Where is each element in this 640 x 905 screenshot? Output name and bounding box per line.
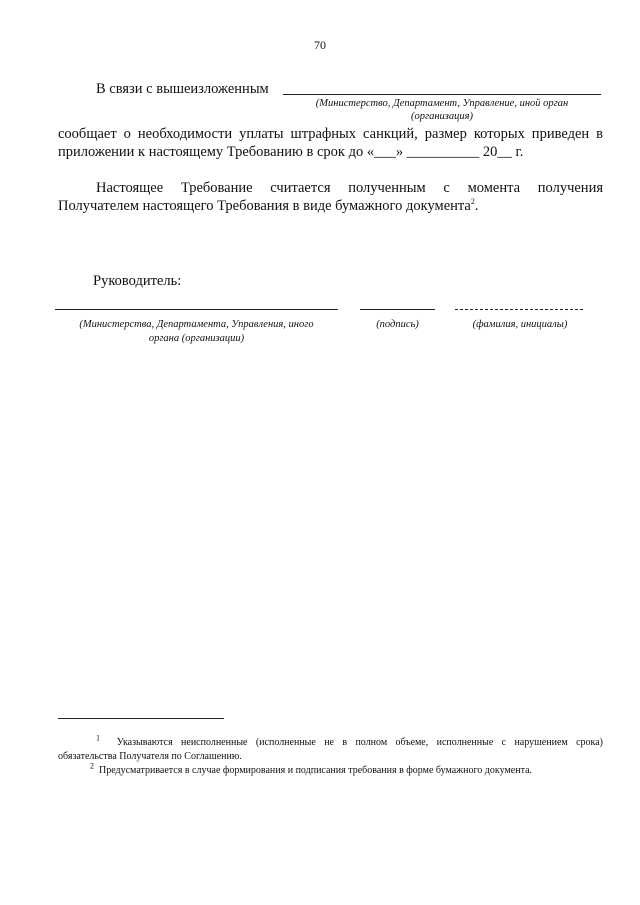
footnote-2-text: Предусматривается в случае формирования и подписания требования в форме бумажного документа. xyxy=(99,765,533,776)
footnote-1-line2: обязательства Получателя по Соглашению. xyxy=(58,751,242,762)
paragraph1-line2 xyxy=(58,143,603,161)
year-prefix: 20 xyxy=(479,144,498,160)
footnote-1-mark: 1 xyxy=(96,733,100,743)
paragraph2-line1: Настоящее Требование считается полученным с момента получения xyxy=(96,180,603,196)
day-blank: ___ xyxy=(374,144,396,160)
footnote-1-line1 xyxy=(96,733,604,750)
signature-line xyxy=(360,309,435,310)
paragraph2-line2-text: Получателем настоящего Требования в виде бумажного документа xyxy=(58,198,471,214)
paragraph1-line2-text: приложении к настоящему Требованию в срок до « xyxy=(58,144,375,160)
footnote-ref-2: 2 xyxy=(470,197,475,207)
name-caption: (фамилия, инициалы) xyxy=(472,319,568,330)
organization-note-line1: (Министерство, Департамент, Управление, иной орган xyxy=(315,98,569,109)
signature-heading: Руководитель: xyxy=(93,273,182,289)
year-blank: __ xyxy=(497,144,512,160)
organization-blank-line xyxy=(283,94,601,95)
paragraph2-line2 xyxy=(58,197,479,215)
organization-caption-line2: органа (организации) xyxy=(148,333,245,344)
paragraph1-line1: сообщает о необходимости уплаты штрафных санкций, размер которых приведен в xyxy=(58,126,603,142)
organization-caption-line1: (Министерства, Департамента, Управления, иного xyxy=(79,319,314,330)
intro-lead-text: В связи с вышеизложенным xyxy=(96,81,269,97)
page-number: 70 xyxy=(314,38,326,52)
signature-caption: (подпись) xyxy=(376,319,419,330)
footnote-2-mark: 2 xyxy=(90,761,94,771)
footnote-separator xyxy=(58,718,224,719)
paragraph2-line2-end: . xyxy=(474,198,479,214)
organization-note-line2: (организация) xyxy=(410,111,474,122)
footnote-1-text: Указываются неисполненные (исполненные не в полном объеме, исполненные с нарушением срока) xyxy=(116,737,604,748)
paragraph1-line2-mid: » xyxy=(395,144,407,160)
organization-signature-line xyxy=(55,309,338,310)
year-suffix: г. xyxy=(511,144,524,160)
month-blank: __________ xyxy=(406,144,480,160)
footnote-2 xyxy=(90,761,603,778)
name-line xyxy=(455,309,583,310)
